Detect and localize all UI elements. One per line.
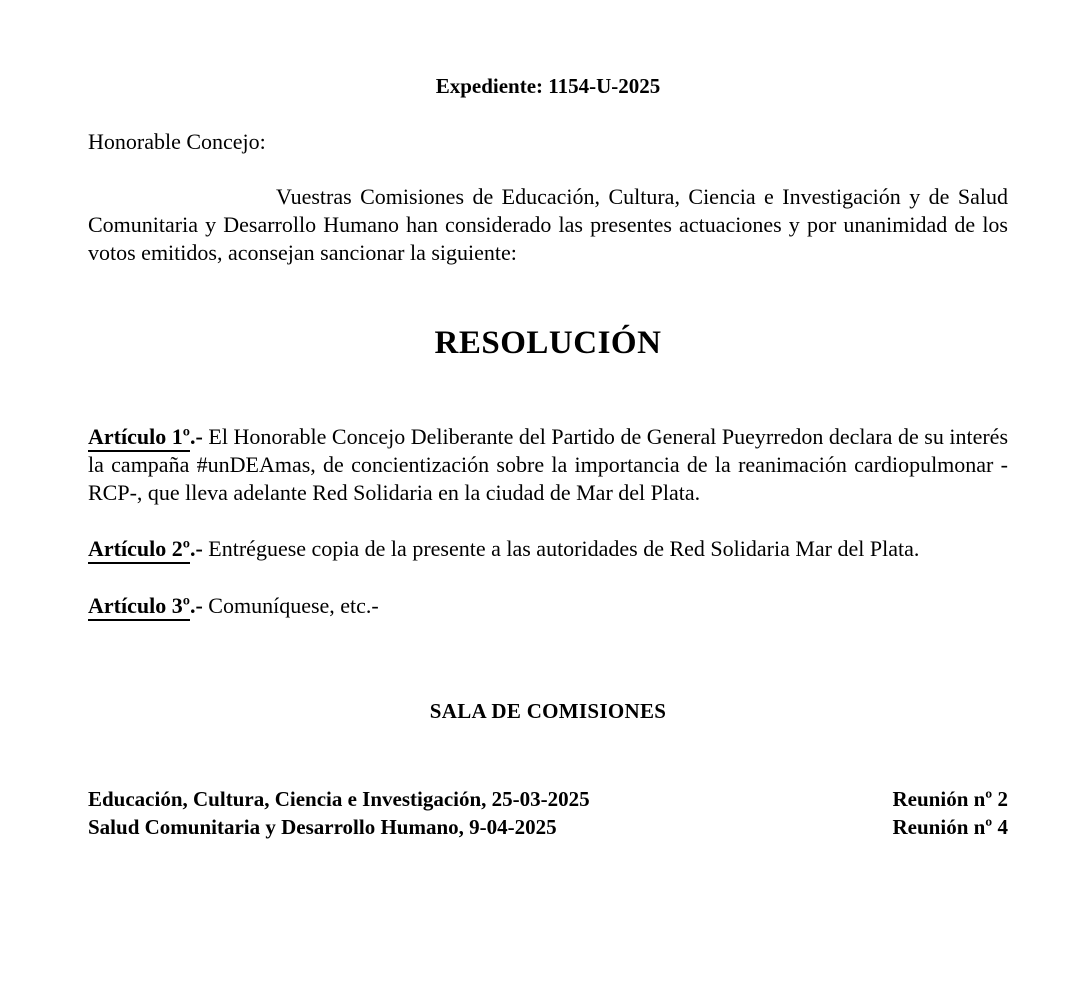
resolution-title: RESOLUCIÓN bbox=[434, 325, 662, 361]
article-3 bbox=[88, 592, 1008, 620]
article-1-label: Artículo 1º bbox=[88, 424, 190, 452]
committee-name-date: Salud Comunitaria y Desarrollo Humano, 9-04-2025 bbox=[88, 815, 557, 839]
committee-row bbox=[88, 813, 1008, 841]
committee-list bbox=[88, 785, 1008, 841]
article-1 bbox=[88, 423, 1008, 507]
article-3-suffix: .- bbox=[189, 593, 203, 618]
expediente-number: Expediente: 1154-U-2025 bbox=[435, 74, 661, 98]
preamble-paragraph: Vuestras Comisiones de Educación, Cultura, Ciencia e Investigación y de Salud Comunitaria y Desarrollo Humano han considerado las presentes actuaciones y por unanimidad de los votos emitidos, aconsejan sancionar la siguiente: bbox=[88, 184, 1008, 265]
article-3-text: Comuníquese, etc.- bbox=[208, 593, 379, 618]
article-2 bbox=[88, 535, 1008, 563]
article-2-label: Artículo 2º bbox=[88, 536, 190, 564]
committee-name-date: Educación, Cultura, Ciencia e Investigación, 25-03-2025 bbox=[88, 787, 590, 811]
salutation: Honorable Concejo: bbox=[88, 129, 266, 154]
committee-row bbox=[88, 785, 1008, 813]
sala-heading: SALA DE COMISIONES bbox=[429, 699, 667, 723]
article-2-suffix: .- bbox=[189, 536, 203, 561]
article-1-text: El Honorable Concejo Deliberante del Partido de General Pueyrredon declara de su interés la campaña #unDEAmas, de concientización sobre la importancia de la reanimación cardiopulmonar - RCP-, que lleva adelante Red Solidaria en la ciudad de Mar del Plata. bbox=[88, 424, 1009, 505]
article-1-suffix: .- bbox=[190, 424, 203, 449]
article-2-text: Entréguese copia de la presente a las autoridades de Red Solidaria Mar del Plata. bbox=[208, 536, 920, 561]
meeting-number: Reunión nº 4 bbox=[892, 815, 1008, 839]
meeting-number: Reunión nº 2 bbox=[892, 787, 1008, 811]
article-3-label: Artículo 3º bbox=[88, 593, 190, 621]
